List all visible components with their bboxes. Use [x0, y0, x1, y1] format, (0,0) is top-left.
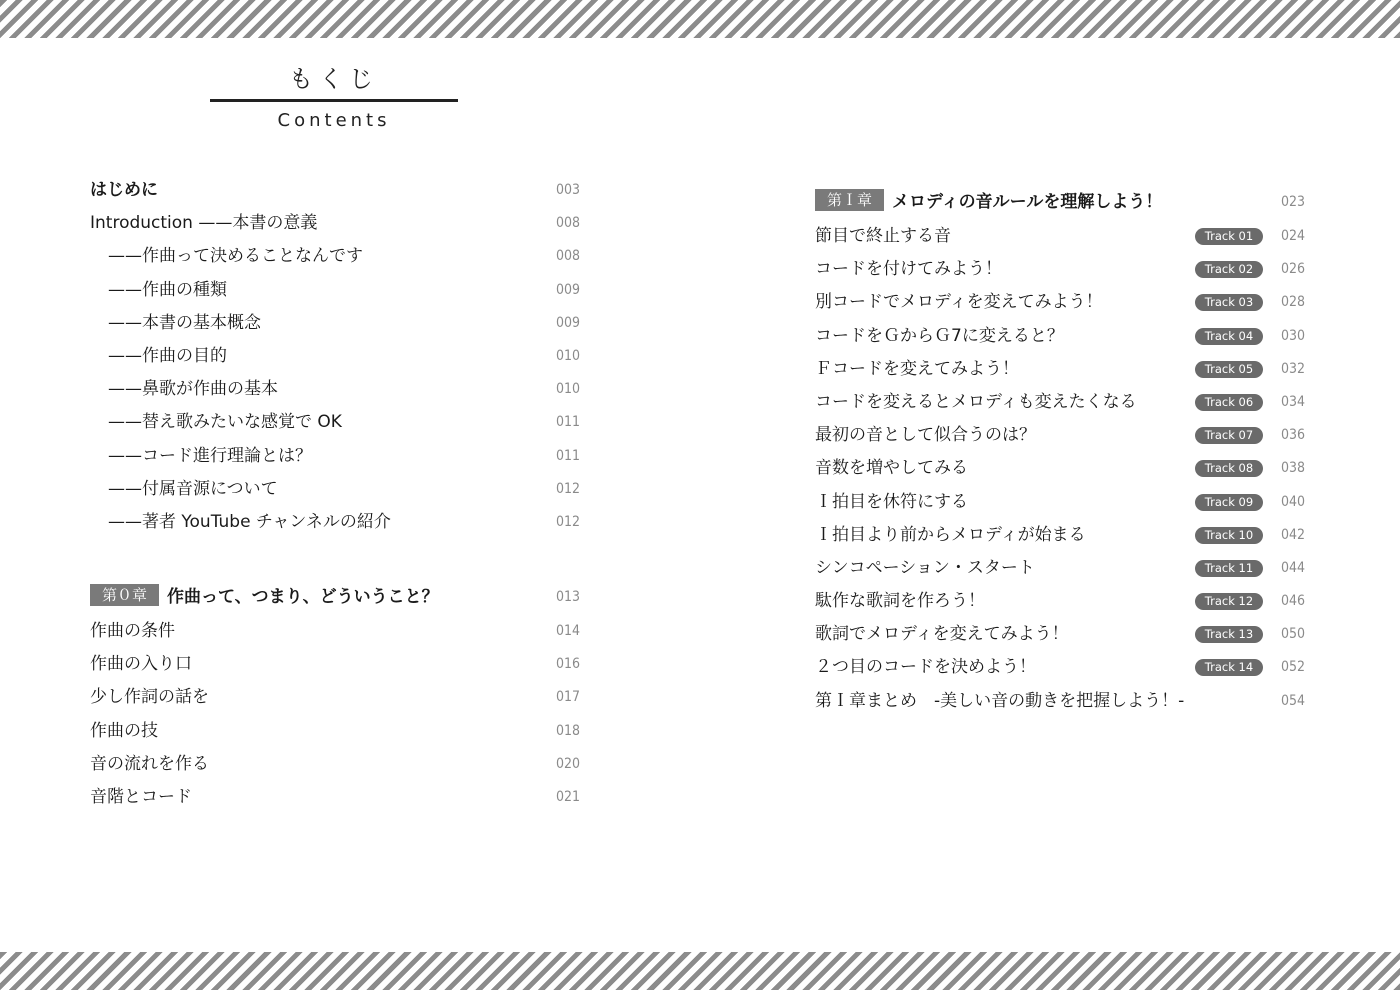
page-number: 009: [555, 281, 580, 298]
entry-title: Ｆコードを変えてみよう！: [815, 358, 1019, 379]
page-number: 013: [555, 589, 580, 606]
page-number: 018: [555, 722, 580, 739]
toc-left-column: [90, 174, 580, 814]
toc-entry[interactable]: [815, 486, 1305, 519]
entry-title: Ｉ拍目より前からメロディが始まる: [815, 524, 1086, 545]
entry-title: ——作曲の目的: [108, 345, 227, 366]
page-number: 023: [1280, 194, 1305, 210]
page-number: 030: [1280, 327, 1305, 344]
page-number: 052: [1280, 659, 1305, 676]
chapter-badge: 第０章: [90, 584, 159, 606]
track-badge: Track 01: [1195, 228, 1263, 245]
entry-title: 音の流れを作る: [90, 753, 209, 774]
toc-entry[interactable]: [815, 618, 1305, 651]
top-stripe-border: [0, 0, 1400, 38]
entry-title: シンコペーション・スタート: [815, 557, 1035, 578]
page-number: 016: [555, 656, 580, 673]
toc-entry[interactable]: [815, 286, 1305, 319]
toc-entry[interactable]: [90, 174, 580, 207]
toc-entry[interactable]: [90, 274, 580, 307]
page-number: 026: [1280, 261, 1305, 278]
track-badge: Track 14: [1195, 659, 1263, 676]
toc-entry[interactable]: [90, 648, 580, 681]
toc-entry[interactable]: [815, 253, 1305, 286]
toc-entry[interactable]: [90, 748, 580, 781]
entry-title: ——作曲って決めることなんです: [108, 246, 363, 267]
toc-entry[interactable]: [90, 715, 580, 748]
page-number: 017: [555, 689, 580, 706]
entry-title: ２つ目のコードを決めよう！: [815, 657, 1036, 678]
entry-title: 少し作詞の話を: [90, 687, 209, 708]
page-number: 021: [555, 789, 580, 805]
page-number: 014: [555, 623, 580, 640]
toc-entry[interactable]: [815, 685, 1305, 718]
toc-entry[interactable]: [815, 519, 1305, 552]
entry-title: 節目で終止する音: [815, 226, 951, 246]
track-badge: Track 02: [1195, 261, 1263, 278]
toc-entry[interactable]: [90, 207, 580, 240]
chapter-1-heading[interactable]: [815, 184, 1305, 220]
chapter-title: メロディの音ルールを理解しよう！: [892, 192, 1163, 212]
toc-title-en: Contents: [277, 110, 391, 131]
toc-entry[interactable]: [815, 552, 1305, 585]
toc-entry[interactable]: [90, 473, 580, 506]
section-gap: [90, 539, 580, 579]
toc-entry[interactable]: [90, 240, 580, 273]
toc-entry[interactable]: [90, 307, 580, 340]
page-number: 020: [555, 755, 580, 772]
page-number: 046: [1280, 593, 1305, 610]
toc-entry[interactable]: [815, 353, 1305, 386]
toc-entry[interactable]: [815, 452, 1305, 485]
track-badge: Track 06: [1195, 394, 1263, 411]
intro-list: [90, 174, 580, 539]
entry-title: ——著者 YouTube チャンネルの紹介: [108, 511, 391, 532]
page-number: 011: [555, 447, 580, 464]
track-badge: Track 09: [1195, 494, 1263, 511]
page-number: 032: [1280, 360, 1305, 377]
page-number: 054: [1280, 692, 1305, 709]
toc-entry[interactable]: [815, 220, 1305, 253]
entry-title: 作曲の条件: [90, 621, 175, 642]
chapter-0-list: [90, 615, 580, 814]
page-number: 011: [555, 414, 580, 431]
entry-title: 作曲の技: [90, 720, 158, 741]
toc-entry[interactable]: [90, 781, 580, 814]
page-number: 008: [555, 215, 580, 232]
entry-title: 音階とコード: [90, 787, 192, 807]
title-divider: [210, 99, 458, 102]
track-badge: Track 11: [1195, 560, 1263, 577]
entry-title: はじめに: [90, 180, 158, 200]
entry-title: ——鼻歌が作曲の基本: [108, 379, 278, 400]
page-number: 028: [1280, 294, 1305, 311]
track-badge: Track 03: [1195, 294, 1263, 311]
page-number: 003: [555, 182, 580, 198]
chapter-title: 作曲って、つまり、どういうこと？: [167, 587, 439, 608]
toc-entry[interactable]: [90, 406, 580, 439]
page-number: 040: [1280, 493, 1305, 510]
page-number: 010: [555, 381, 580, 398]
entry-title: 第Ｉ章まとめ -美しい音の動きを把握しよう！-: [815, 690, 1185, 711]
entry-title: ——本書の基本概念: [108, 312, 261, 333]
page-number: 012: [555, 480, 580, 497]
toc-right-column: [815, 184, 1305, 718]
toc-entry[interactable]: [90, 373, 580, 406]
chapter-1-list: [815, 220, 1305, 718]
entry-title: コードを変えるとメロディも変えたくなる: [815, 391, 1137, 412]
toc-entry[interactable]: [815, 419, 1305, 452]
toc-entry[interactable]: [90, 440, 580, 473]
page-number: 024: [1280, 228, 1305, 244]
track-badge: Track 12: [1195, 593, 1263, 610]
chapter-0-heading[interactable]: [90, 579, 580, 615]
page-number: 044: [1280, 559, 1305, 576]
toc-entry[interactable]: [815, 651, 1305, 684]
toc-entry[interactable]: [90, 615, 580, 648]
page-number: 042: [1280, 526, 1305, 543]
page-number: 010: [555, 347, 580, 364]
toc-entry[interactable]: [815, 320, 1305, 353]
page-number: 034: [1280, 393, 1305, 410]
page-number: 012: [555, 513, 580, 530]
page-number: 008: [555, 248, 580, 265]
page-number: 036: [1280, 427, 1305, 444]
entry-title: 最初の音として似合うのは？: [815, 425, 1036, 446]
toc-title-jp: もくじ: [289, 65, 379, 93]
entry-title: コードをＧからＧ7に変えると？: [815, 325, 1064, 346]
entry-title: 音数を増やしてみる: [815, 458, 968, 479]
track-badge: Track 07: [1195, 427, 1263, 444]
track-badge: Track 10: [1195, 527, 1263, 544]
entry-title: ——付属音源について: [108, 478, 278, 499]
track-badge: Track 08: [1195, 460, 1263, 477]
page-number: 009: [555, 314, 580, 331]
track-badge: Track 13: [1195, 626, 1263, 643]
toc-entry[interactable]: [90, 506, 580, 539]
track-badge: Track 05: [1195, 361, 1263, 378]
entry-title: 別コードでメロディを変えてみよう！: [815, 292, 1103, 313]
entry-title: コードを付けてみよう！: [815, 259, 1002, 280]
toc-heading: [210, 62, 458, 133]
chapter-badge: 第Ｉ章: [815, 189, 884, 211]
entry-title: 作曲の入り口: [90, 654, 192, 675]
track-badge: Track 04: [1195, 328, 1263, 345]
page-number: 050: [1280, 626, 1305, 643]
entry-title: ——コード進行理論とは？: [108, 445, 312, 466]
entry-title: ——替え歌みたいな感覚で OK: [108, 412, 342, 433]
toc-entry[interactable]: [90, 681, 580, 714]
toc-entry[interactable]: [815, 386, 1305, 419]
bottom-stripe-border: [0, 952, 1400, 990]
entry-title: Introduction ——本書の意義: [90, 213, 318, 234]
page-number: 038: [1280, 460, 1305, 477]
toc-entry[interactable]: [90, 340, 580, 373]
entry-title: 歌詞でメロディを変えてみよう！: [815, 624, 1069, 645]
entry-title: 駄作な歌詞を作ろう！: [815, 591, 985, 612]
entry-title: ——作曲の種類: [108, 279, 227, 300]
entry-title: Ｉ拍目を休符にする: [815, 491, 968, 512]
toc-entry[interactable]: [815, 585, 1305, 618]
